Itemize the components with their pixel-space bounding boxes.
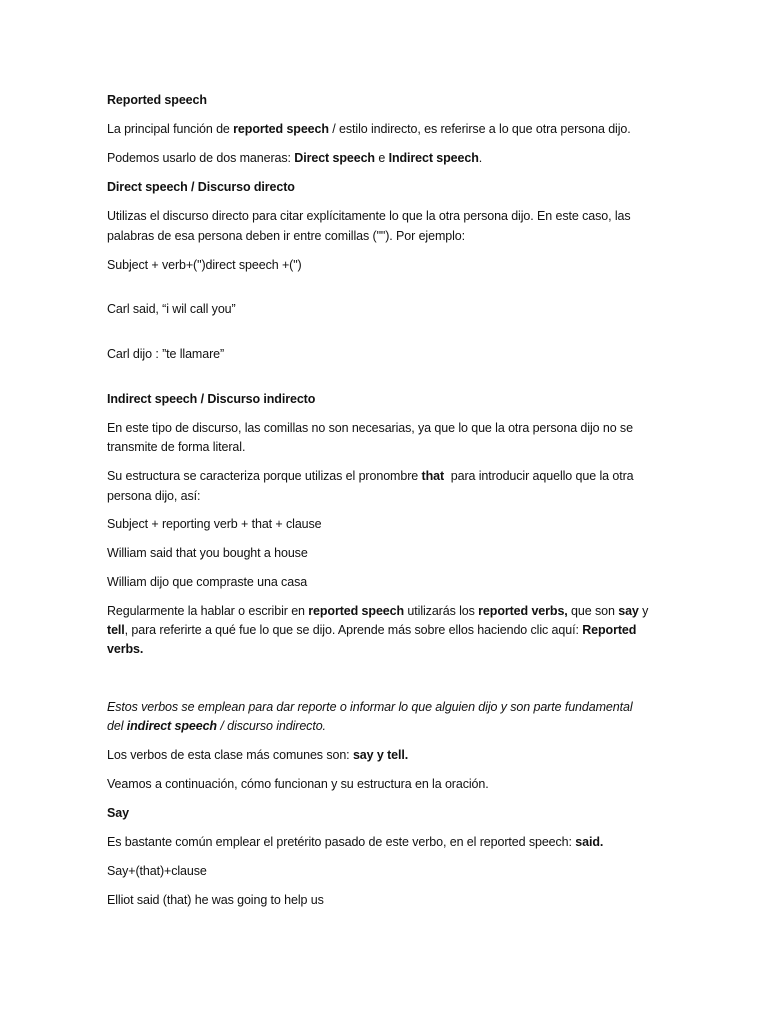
paragraph-reported-verbs-line1 [107,602,667,621]
text-span: Regularmente la hablar o escribir en [107,604,309,618]
bold-term: said. [575,835,604,849]
formula-say: Say+(that)+clause [107,864,207,878]
text-span: / discurso indirecto. [216,719,326,733]
paragraph-italic-line1: Estos verbos se emplean para dar reporte o informar lo que alguien dijo y son parte fundamental [107,700,633,714]
bold-term: tell [107,623,125,637]
paragraph-structure-line2: persona dijo, así: [107,489,201,503]
text-span: Podemos usarlo de dos maneras: [107,151,295,165]
paragraph-italic-line2 [107,717,667,736]
text-span: Es bastante común emplear el pretérito pasado de este verbo, en el reported speech: [107,835,576,849]
example-indirect-english: William said that you bought a house [107,546,308,560]
heading-direct-speech: Direct speech / Discurso directo [107,180,295,194]
heading-say: Say [107,806,129,820]
text-span: para introducir aquello que la otra [444,469,634,483]
bold-term: say y tell. [352,748,409,762]
paragraph-uses [107,149,667,168]
paragraph-structure-line1 [107,467,667,486]
text-span: del [107,719,127,733]
example-direct-spanish: Carl dijo : ”te llamare” [107,347,225,361]
example-say: Elliot said (that) he was going to help us [107,893,324,907]
reported-verbs-link-cont[interactable]: verbs. [107,642,144,656]
text-span: e [374,151,389,165]
text-span: . [478,151,483,165]
text-span: / estilo indirecto, es referirse a lo que otra persona dijo. [328,122,631,136]
text-span: que son [567,604,619,618]
paragraph-indirect-line2: transmite de forma literal. [107,440,246,454]
example-indirect-spanish: William dijo que compraste una casa [107,575,308,589]
reported-verbs-link[interactable]: Reported [582,623,637,637]
paragraph-common-verbs [107,746,667,765]
document-title: Reported speech [107,93,207,107]
formula-direct: Subject + verb+(")direct speech +(") [107,258,302,272]
example-direct-english: Carl said, “i wil call you” [107,302,236,316]
paragraph-reported-verbs-line2 [107,621,667,640]
bold-term: say [618,604,639,618]
text-span: utilizarás los [404,604,479,618]
bold-term: Direct speech [294,151,375,165]
text-span: Su estructura se caracteriza porque utilizas el pronombre [107,469,422,483]
paragraph-intro [107,120,667,139]
bold-term: reported speech [233,122,329,136]
text-span: La principal función de [107,122,234,136]
text-span: y [638,604,649,618]
bold-term: that [421,469,445,483]
bold-term: reported speech [308,604,405,618]
heading-indirect-speech: Indirect speech / Discurso indirecto [107,392,316,406]
paragraph-direct-line1: Utilizas el discurso directo para citar explícitamente lo que la otra persona dijo. En este caso, las [107,209,631,223]
bold-term: reported verbs, [478,604,568,618]
paragraph-next: Veamos a continuación, cómo funcionan y su estructura en la oración. [107,777,489,791]
paragraph-indirect-line1: En este tipo de discurso, las comillas no son necesarias, ya que lo que la otra persona dijo no se [107,421,633,435]
text-span: Los verbos de esta clase más comunes son: [107,748,353,762]
paragraph-direct-line2: palabras de esa persona deben ir entre comillas (""). Por ejemplo: [107,229,466,243]
formula-indirect: Subject + reporting verb + that + clause [107,517,322,531]
paragraph-said [107,833,667,852]
text-span: , para referirte a qué fue lo que se dijo. Aprende más sobre ellos haciendo clic aquí: [124,623,583,637]
bold-term: Indirect speech [388,151,479,165]
bold-term: indirect speech [126,719,217,733]
